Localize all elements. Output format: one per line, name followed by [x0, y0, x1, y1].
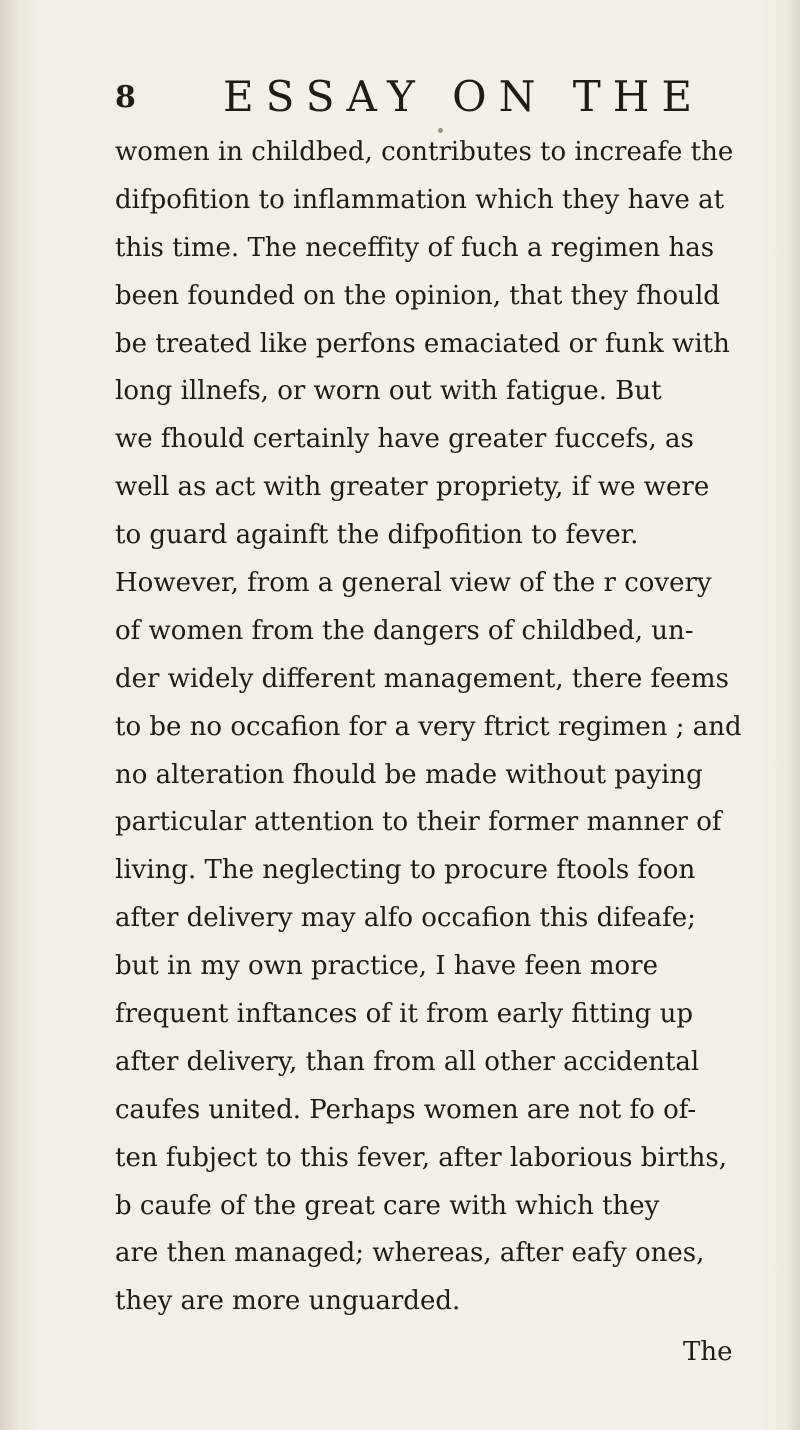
catchword: The [683, 1337, 733, 1367]
page-left-shadow [0, 0, 18, 1430]
text-line: this time. The neceffity of fuch a regimen has [115, 232, 715, 263]
text-line: However, from a general view of the r covery [115, 568, 712, 599]
text-line: are then managed; whereas, after eafy ones, [115, 1238, 705, 1269]
text-line: we fhould certainly have greater fuccefs, as [115, 424, 694, 455]
text-line: ten fubject to this fever, after laborious births, [115, 1142, 727, 1173]
text-line: after delivery may alfo occafion this difeafe; [115, 903, 696, 934]
page-number: 8 [115, 80, 137, 115]
body-text [115, 129, 742, 1326]
text-line: der widely different management, there feems [115, 663, 729, 694]
text-line: b caufe of the great care with which they [115, 1190, 660, 1221]
page-right-shadow [786, 0, 800, 1430]
text-line: frequent inftances of it from early fitting up [115, 999, 693, 1030]
text-line: they are more unguarded. [115, 1286, 461, 1317]
text-line: living. The neglecting to procure ftools foon [115, 855, 696, 886]
page-header [115, 72, 705, 122]
text-line: to guard againft the difpofition to fever. [115, 520, 639, 551]
text-line: difpofition to inflammation which they have at [115, 184, 725, 215]
text-line: well as act with greater propriety, if we were [115, 472, 710, 503]
text-line: after delivery, than from all other accidental [115, 1046, 700, 1077]
text-line: no alteration fhould be made without paying [115, 759, 703, 790]
text-line: women in childbed, contributes to increafe the [115, 137, 734, 167]
text-line: of women from the dangers of childbed, un- [115, 615, 694, 646]
text-line: be treated like perfons emaciated or funk with [115, 328, 730, 359]
running-head: ESSAY ON THE [223, 72, 705, 121]
text-line: caufes united. Perhaps women are not fo of- [115, 1094, 697, 1125]
text-line: long illnefs, or worn out with fatigue. But [115, 376, 662, 407]
text-line: to be no occafion for a very ftrict regimen ; and [115, 711, 742, 742]
text-line: been founded on the opinion, that they fhould [115, 280, 720, 311]
text-line: particular attention to their former manner of [115, 807, 722, 838]
text-line: but in my own practice, I have feen more [115, 951, 658, 982]
